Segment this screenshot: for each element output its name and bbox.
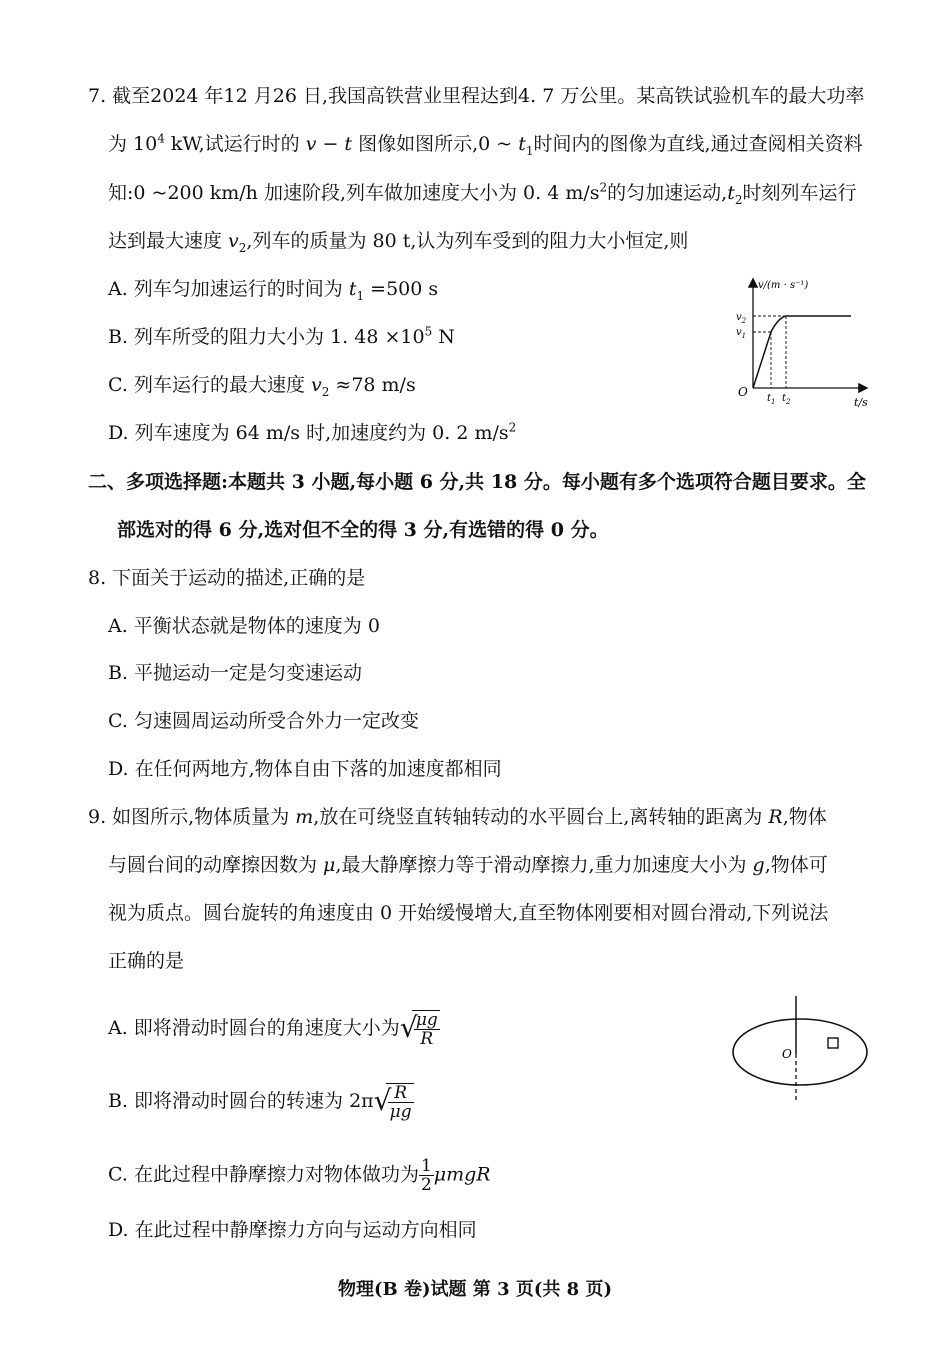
q8-option-d: D. 在任何两地方,物体自由下落的加速度都相同 bbox=[108, 758, 502, 780]
q8-option-a: A. 平衡状态就是物体的速度为 0 bbox=[108, 615, 380, 637]
block-object bbox=[828, 1038, 838, 1048]
vt-curve bbox=[753, 316, 851, 388]
section2-heading-line2: 部选对的得 6 分,选对但不全的得 3 分,有选错的得 0 分。 bbox=[117, 519, 609, 541]
q9-stem-line1: 9. 如图所示,物体质量为 m,放在可绕竖直转轴转动的水平圆台上,离转轴的距离为 R,物体 bbox=[88, 806, 827, 828]
turntable-figure bbox=[726, 992, 876, 1104]
sqrt-b: √ $\frac{R}{\mu g}$ bbox=[373, 1083, 412, 1122]
q7-option-b: B. 列车所受的阻力大小为 1. $48 \times 10^5$ N bbox=[108, 324, 455, 348]
graph-t2-label: $t_2$ bbox=[782, 393, 791, 406]
q8-option-b: B. 平抛运动一定是匀变速运动 bbox=[108, 662, 363, 684]
graph-t1-label: $t_1$ bbox=[767, 393, 776, 406]
page-footer: 物理(B 卷)试题 第 3 页(共 8 页) bbox=[338, 1279, 612, 1300]
q9-stem-line2: 与圆台间的动摩擦因数为 μ,最大静摩擦力等于滑动摩擦力,重力加速度大小为 g,物体可 bbox=[108, 854, 828, 876]
vt-graph bbox=[728, 270, 878, 410]
graph-y-label: v/(m · s⁻¹) bbox=[758, 280, 809, 291]
turntable-disk bbox=[733, 1019, 867, 1085]
frac-c: $\frac{1}{2}$ bbox=[420, 1156, 432, 1195]
graph-v1-label: $v_1$ bbox=[736, 327, 747, 340]
graph-v2-label: $v_2$ bbox=[736, 312, 747, 325]
q7-option-d: D. 列车速度为 64 m/s 时,加速度约为 0. 2 $m/s^2$ bbox=[108, 420, 517, 444]
q8-option-c: C. 匀速圆周运动所受合外力一定改变 bbox=[108, 710, 419, 732]
q7-stem-line3: 知:0 ~200 km/h 加速阶段,列车做加速度大小为 0. 4 $m/s^2$的匀加速运动$,t_2$时刻列车运行 bbox=[108, 180, 857, 207]
q7-stem-line2: 为 $10^4$ kW,试运行时的 v − t 图像如图所示,0 ~ $t_1$时间内的图像为直线,通过查阅相关资料 bbox=[108, 131, 863, 158]
q9-option-a: A. 即将滑动时圆台的角速度大小为 √ $\frac{\mu g}{R}$ bbox=[108, 1010, 438, 1049]
q9-option-d: D. 在此过程中静摩擦力方向与运动方向相同 bbox=[108, 1219, 477, 1241]
q7-option-a: A. 列车匀加速运行的时间为 $t_1 =500$ s bbox=[108, 278, 439, 303]
q9-stem-line4: 正确的是 bbox=[108, 950, 185, 972]
turntable-origin: O bbox=[782, 1047, 792, 1061]
section2-heading-line1: 二、多项选择题:本题共 3 小题,每小题 6 分,共 18 分。每小题有多个选项符合题目要求。全 bbox=[88, 471, 866, 493]
q7-stem-line4: 达到最大速度 $v_2$,列车的质量为 80 t,认为列车受到的阻力大小恒定,则 bbox=[108, 230, 689, 255]
q9-option-c: C. 在此过程中静摩擦力对物体做功为 $\frac{1}{2}$ μmgR bbox=[108, 1156, 491, 1195]
q9-option-b: B. 即将滑动时圆台的转速为 2π √ $\frac{R}{\mu g}$ bbox=[108, 1083, 412, 1122]
sqrt-a: √ $\frac{\mu g}{R}$ bbox=[399, 1010, 438, 1049]
q7-stem-line1: 7. 截至2024 年12 月26 日,我国高铁营业里程达到4. 7 万公里。某高铁试验机车的最大功率 bbox=[88, 85, 865, 107]
graph-x-label: t/s bbox=[854, 396, 868, 409]
q8-stem: 8. 下面关于运动的描述,正确的是 bbox=[88, 567, 366, 589]
q9-stem-line3: 视为质点。圆台旋转的角速度由 0 开始缓慢增大,直至物体刚要相对圆台滑动,下列说法 bbox=[108, 902, 829, 924]
graph-origin: O bbox=[738, 385, 748, 399]
q7-option-c: C. 列车运行的最大速度 $v_2 \approx 78$ m/s bbox=[108, 374, 416, 399]
